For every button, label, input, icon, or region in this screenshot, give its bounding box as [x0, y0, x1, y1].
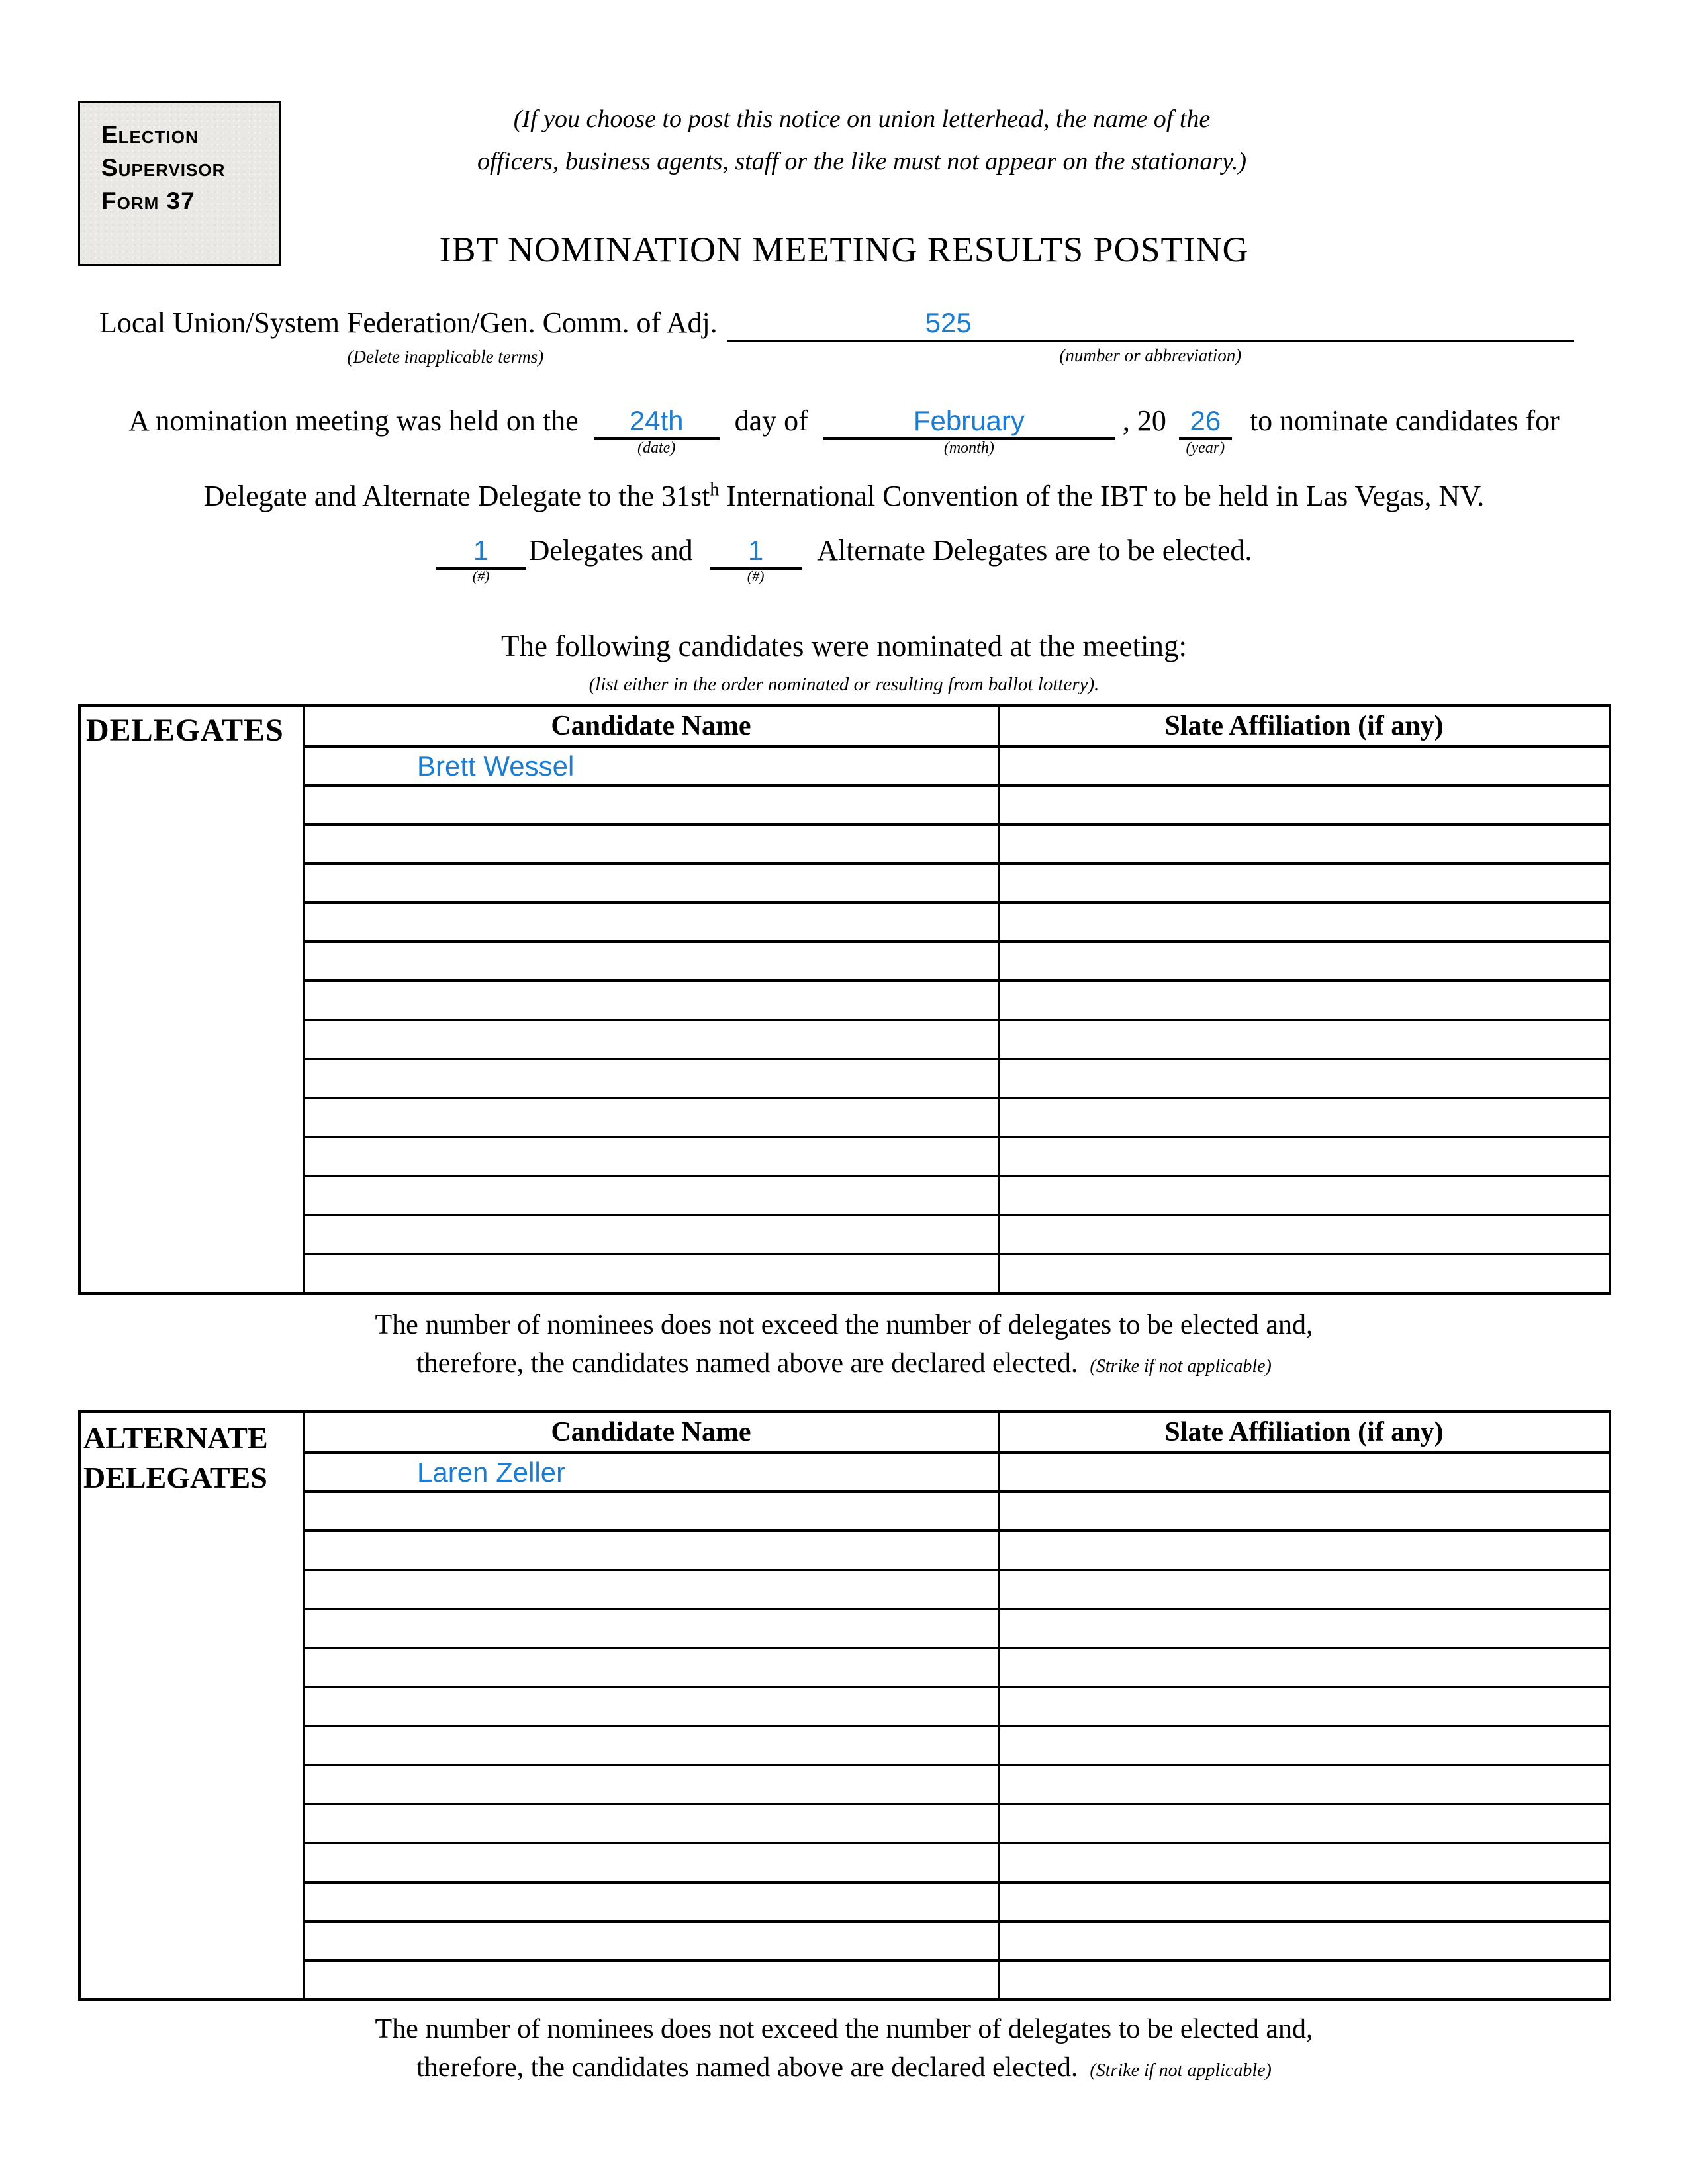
alternates-col-slate-affiliation: Slate Affiliation (if any): [1000, 1413, 1609, 1454]
candidate-name-cell: [305, 1766, 1000, 1805]
candidate-name-cell: [305, 1099, 1000, 1138]
candidate-name-cell: [305, 1021, 1000, 1060]
alternate-delegates-section-label: ALTERNATE DELEGATES: [81, 1413, 305, 1998]
slate-affiliation-cell: [1000, 1216, 1609, 1255]
meeting-suffix: to nominate candidates for: [1249, 404, 1560, 437]
candidate-name-cell: [305, 1177, 1000, 1216]
candidate-name-cell: [305, 1493, 1000, 1532]
letterhead-note-line-2: officers, business agents, staff or the like must not appear on the stationary.): [477, 148, 1247, 175]
delegate-counts-line: [0, 533, 1688, 584]
slate-affiliation-cell: [1000, 787, 1609, 826]
slate-affiliation-cell: [1000, 1493, 1609, 1532]
alternates-count-value: 1: [747, 535, 764, 566]
date-hint: (date): [637, 439, 676, 457]
delegates-count-field: [436, 533, 526, 584]
candidate-name-cell: [305, 1571, 1000, 1610]
slate-affiliation-cell: [1000, 943, 1609, 982]
strike-if-not-applicable-note: (Strike if not applicable): [1090, 1356, 1272, 1377]
candidate-name-cell: [305, 1610, 1000, 1649]
slate-affiliation-cell: [1000, 1610, 1609, 1649]
meeting-date-value: 24th: [629, 405, 684, 436]
candidate-name-cell: [305, 1649, 1000, 1688]
alternates-count-field: [710, 533, 802, 584]
candidate-name-cell: [305, 787, 1000, 826]
convention-text-before-sup: Delegate and Alternate Delegate to the 31st: [203, 480, 710, 512]
alternates-declaration-line-1: The number of nominees does not exceed the number of delegates to be elected and,: [375, 2014, 1313, 2044]
slate-affiliation-cell: [1000, 1571, 1609, 1610]
slate-affiliation-cell: [1000, 982, 1609, 1021]
slate-affiliation-cell: [1000, 1688, 1609, 1727]
slate-affiliation-cell: [1000, 1884, 1609, 1923]
candidate-name-cell: [305, 1884, 1000, 1923]
candidate-name-cell: [305, 1727, 1000, 1766]
nominated-heading: The following candidates were nominated at the meeting:: [501, 629, 1187, 662]
slate-affiliation-cell: [1000, 1649, 1609, 1688]
local-union-number-value: 525: [925, 307, 972, 338]
slate-affiliation-cell: [1000, 1099, 1609, 1138]
local-union-number-field: [727, 306, 1574, 365]
slate-affiliation-cell: [1000, 1766, 1609, 1805]
candidate-name-cell: [305, 826, 1000, 865]
slate-affiliation-cell: [1000, 1138, 1609, 1177]
slate-affiliation-cell: [1000, 1532, 1609, 1571]
candidate-name-cell: [305, 1532, 1000, 1571]
delegates-table: [78, 704, 1611, 1295]
number-or-abbreviation-hint: (number or abbreviation): [1059, 345, 1242, 365]
candidate-name-cell: [305, 904, 1000, 943]
slate-affiliation-cell: [1000, 1021, 1609, 1060]
slate-affiliation-cell: [1000, 1962, 1609, 1998]
meeting-year-field: [1179, 404, 1232, 457]
delegates-col-slate-affiliation: Slate Affiliation (if any): [1000, 707, 1609, 748]
meeting-year-prefix: , 20: [1122, 404, 1166, 437]
delegates-col-candidate-name: Candidate Name: [305, 707, 1000, 748]
slate-affiliation-cell: [1000, 1805, 1609, 1844]
convention-superscript: h: [710, 479, 720, 500]
delegates-count-label: Delegates and: [528, 534, 693, 567]
meeting-sentence: [0, 404, 1688, 457]
slate-affiliation-cell: [1000, 1923, 1609, 1962]
candidate-name-cell: [305, 943, 1000, 982]
meeting-month-value: February: [913, 405, 1025, 436]
candidate-name-cell: [305, 1138, 1000, 1177]
slate-affiliation-cell: [1000, 1727, 1609, 1766]
page-title: IBT NOMINATION MEETING RESULTS POSTING: [439, 230, 1249, 269]
local-union-label: Local Union/System Federation/Gen. Comm. of Adj. (Delete inapplicable terms): [99, 306, 718, 367]
delegates-declaration-line-1: The number of nominees does not exceed the number of delegates to be elected and,: [375, 1310, 1313, 1340]
candidate-name-cell: Brett Wessel: [305, 748, 1000, 787]
candidate-name-cell: [305, 1255, 1000, 1292]
alternates-declaration-line-2: therefore, the candidates named above are declared elected. (Strike if not applicable): [416, 2052, 1272, 2083]
alternate-delegates-table: [78, 1410, 1611, 2001]
meeting-year-value: 26: [1190, 405, 1221, 436]
candidate-name-cell: [305, 1844, 1000, 1884]
meeting-day-of: day of: [734, 404, 808, 437]
candidate-name-cell: Laren Zeller: [305, 1454, 1000, 1493]
meeting-month-field: [823, 404, 1115, 457]
nominated-subheading: (list either in the order nominated or resulting from ballot lottery).: [588, 674, 1100, 695]
slate-affiliation-cell: [1000, 1060, 1609, 1099]
delegates-section-label: DELEGATES: [81, 707, 305, 1292]
delete-inapplicable-hint: (Delete inapplicable terms): [347, 347, 544, 367]
candidate-name-cell: [305, 1962, 1000, 1998]
convention-text-after-sup: International Convention of the IBT to be held in Las Vegas, NV.: [719, 480, 1485, 512]
delegates-declaration-line-2: therefore, the candidates named above are declared elected. (Strike if not applicable): [416, 1348, 1272, 1379]
slate-affiliation-cell: [1000, 1177, 1609, 1216]
slate-affiliation-cell: [1000, 904, 1609, 943]
candidate-name-cell: [305, 1688, 1000, 1727]
form-box-line-3: Form 37: [101, 187, 195, 214]
local-union-line: [99, 306, 1574, 367]
convention-sentence: [0, 479, 1688, 513]
slate-affiliation-cell: [1000, 1255, 1609, 1292]
strike-if-not-applicable-note: (Strike if not applicable): [1090, 2060, 1272, 2081]
alternates-count-hint: (#): [747, 568, 765, 584]
letterhead-note: [36, 98, 1688, 183]
candidate-name-cell: [305, 1216, 1000, 1255]
meeting-prefix: A nomination meeting was held on the: [128, 404, 579, 437]
slate-affiliation-cell: [1000, 748, 1609, 787]
slate-affiliation-cell: [1000, 1454, 1609, 1493]
candidate-name-cell: [305, 982, 1000, 1021]
form-box-line-2: Supervisor: [101, 154, 226, 181]
alternates-count-label: Alternate Delegates are to be elected.: [817, 534, 1252, 567]
letterhead-note-line-1: (If you choose to post this notice on union letterhead, the name of the: [513, 105, 1211, 133]
candidate-name-cell: [305, 865, 1000, 904]
form-box-line-1: Election: [101, 121, 199, 148]
candidate-name-cell: [305, 1060, 1000, 1099]
year-hint: (year): [1186, 439, 1225, 457]
candidate-name-cell: [305, 1805, 1000, 1844]
delegates-count-hint: (#): [472, 568, 490, 584]
candidate-name-cell: [305, 1923, 1000, 1962]
slate-affiliation-cell: [1000, 1844, 1609, 1884]
slate-affiliation-cell: [1000, 865, 1609, 904]
month-hint: (month): [943, 439, 994, 457]
meeting-date-field: [594, 404, 720, 457]
delegates-count-value: 1: [473, 535, 489, 566]
slate-affiliation-cell: [1000, 826, 1609, 865]
alternates-col-candidate-name: Candidate Name: [305, 1413, 1000, 1454]
